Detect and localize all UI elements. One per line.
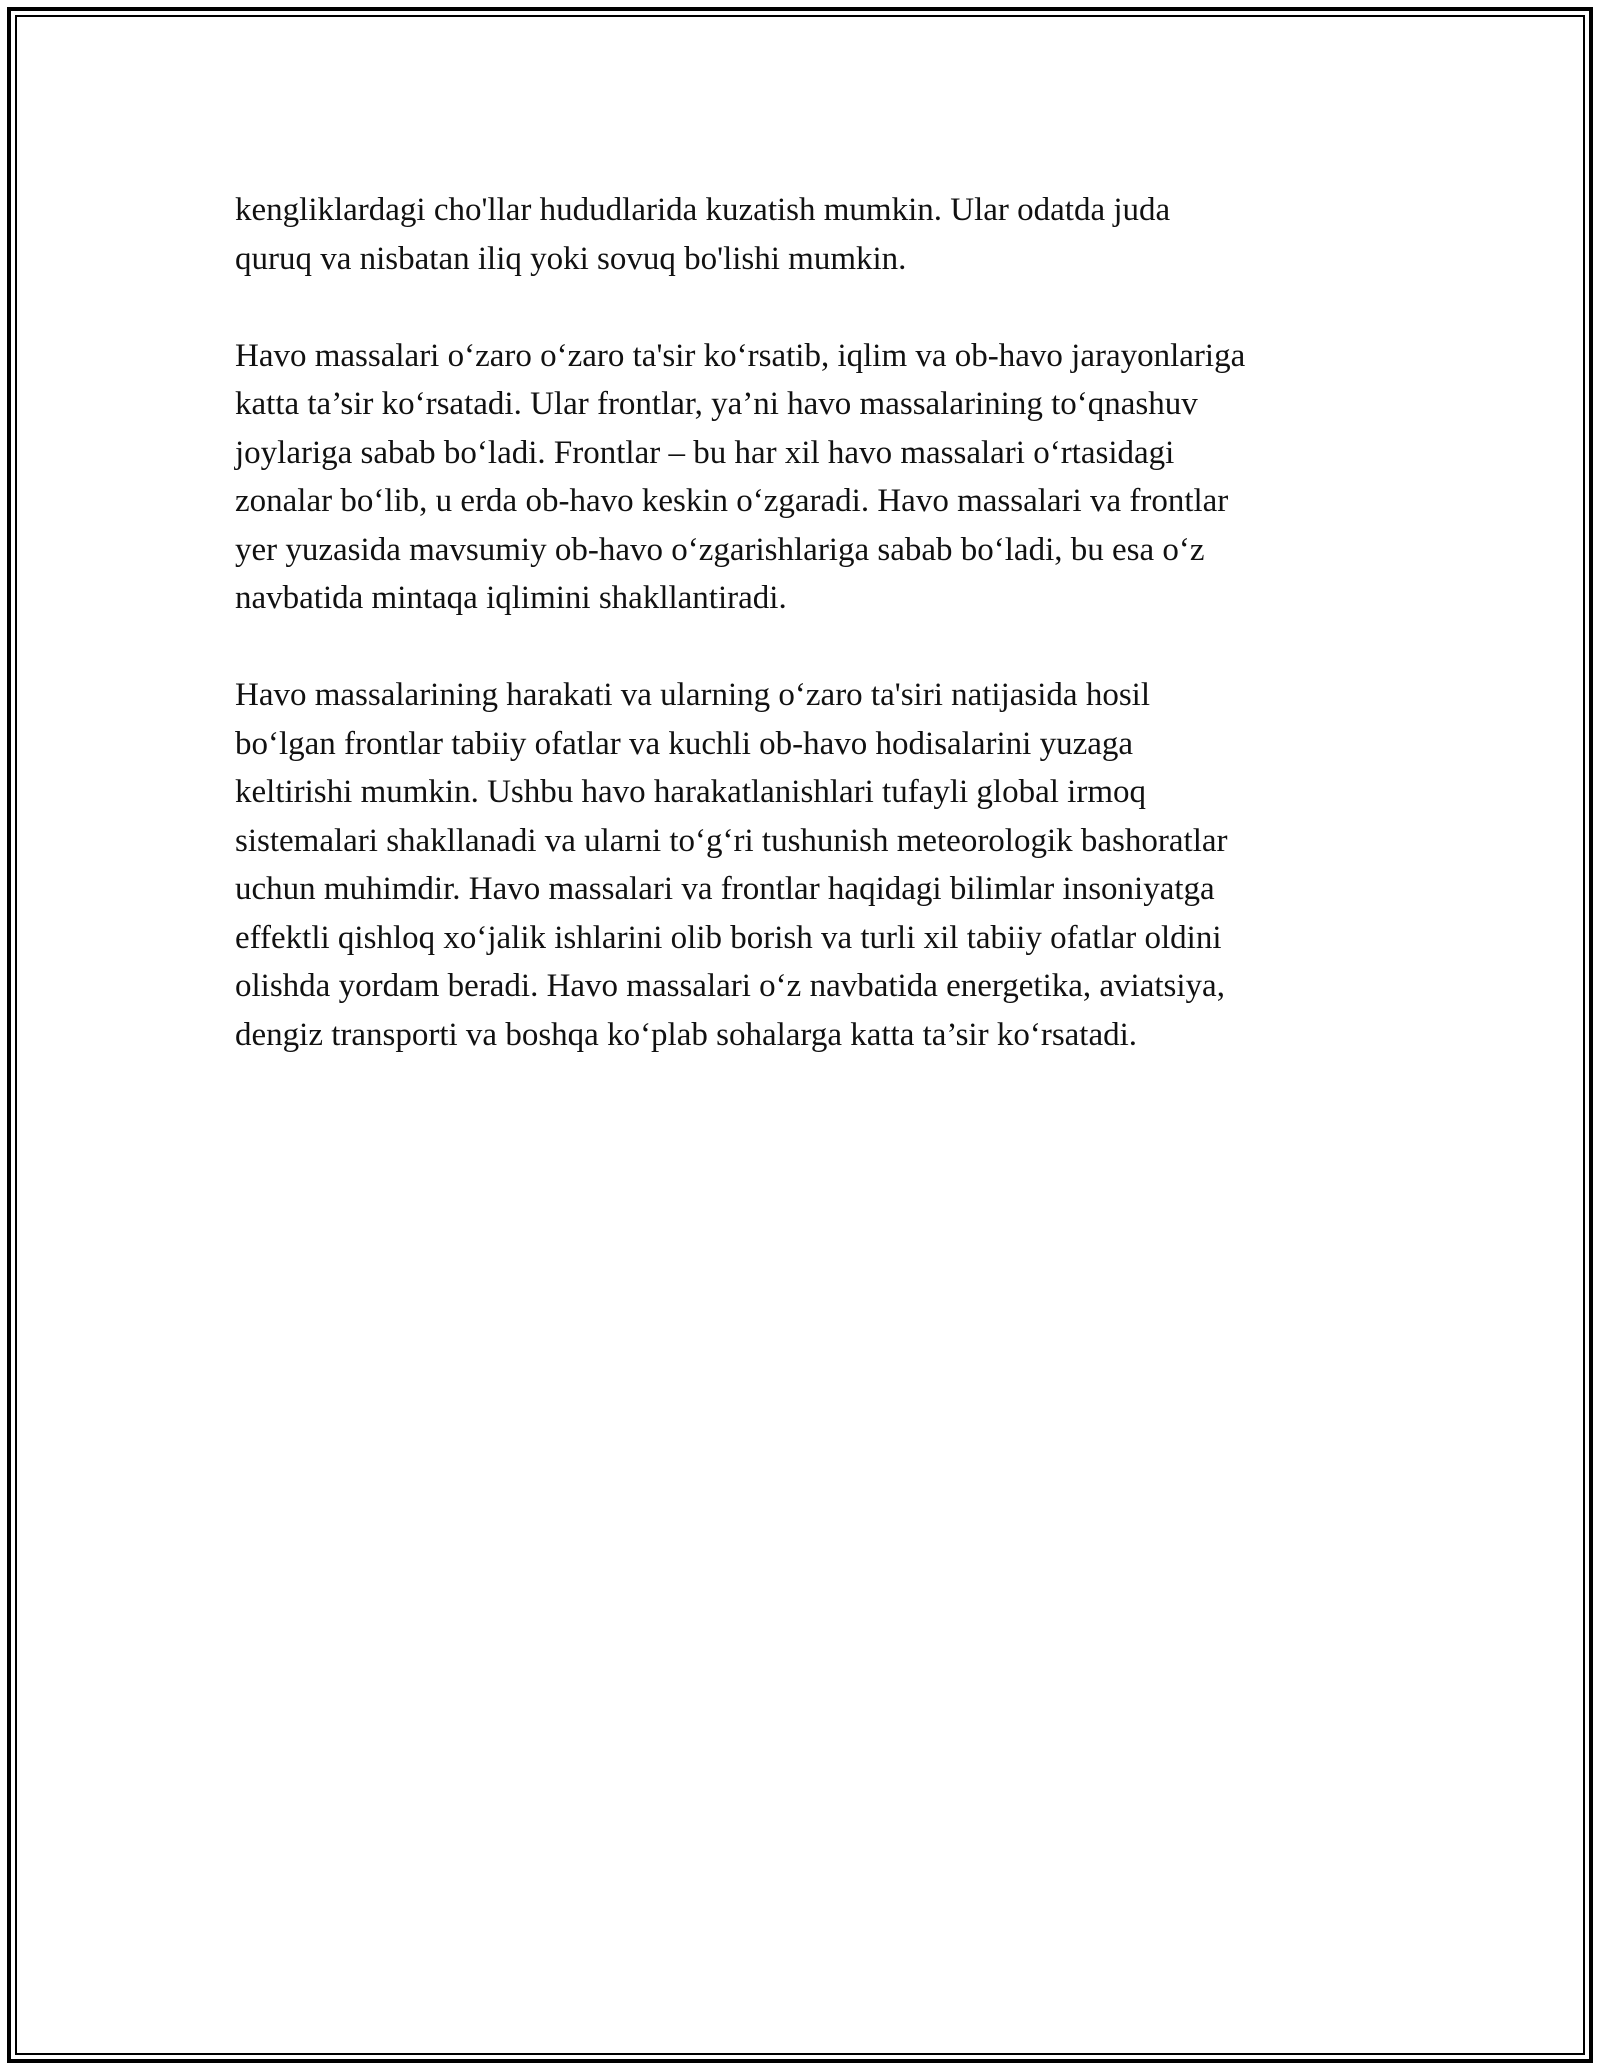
- text-line: sistemalari shakllanadi va ularni to‘g‘ri tushunish meteorologik bashoratlar: [235, 822, 1228, 859]
- text-line: Havo massalarining harakati va ularning o‘zaro ta'siri natijasida hosil: [235, 677, 1150, 713]
- text-line: dengiz transporti va boshqa ko‘plab sohalarga katta ta’sir ko‘rsatadi.: [235, 1016, 1138, 1053]
- text-line: olishda yordam beradi. Havo massalari o‘z navbatida energetika, aviatsiya,: [235, 968, 1225, 1004]
- text-line: keltirishi mumkin. Ushbu havo harakatlanishlari tufayli global irmoq: [235, 774, 1146, 810]
- text-line: katta ta’sir ko‘rsatadi. Ular frontlar, ya’ni havo massalarining to‘qnashuv: [235, 386, 1198, 422]
- paragraph-1: [235, 186, 1375, 283]
- document-body: [235, 186, 1375, 1108]
- text-line: quruq va nisbatan iliq yoki sovuq bo'lishi mumkin.: [235, 240, 907, 277]
- paragraph-3: [235, 671, 1375, 1059]
- text-line: joylariga sabab bo‘ladi. Frontlar – bu har xil havo massalari o‘rtasidagi: [235, 434, 1175, 471]
- text-line: navbatida mintaqa iqlimini shakllantiradi.: [235, 580, 787, 616]
- text-line: effektli qishloq xo‘jalik ishlarini olib borish va turli xil tabiiy ofatlar oldini: [235, 919, 1222, 956]
- text-line: zonalar bo‘lib, u erda ob-havo keskin o‘zgaradi. Havo massalari va frontlar: [235, 483, 1229, 519]
- paragraph-2: [235, 332, 1375, 623]
- text-line: Havo massalari o‘zaro o‘zaro ta'sir ko‘rsatib, iqlim va ob-havo jarayonlariga: [235, 337, 1246, 374]
- text-line: uchun muhimdir. Havo massalari va frontlar haqidagi bilimlar insoniyatga: [235, 871, 1215, 907]
- text-line: yer yuzasida mavsumiy ob-havo o‘zgarishlariga sabab bo‘ladi, bu esa o‘z: [235, 531, 1205, 568]
- text-line: kengliklardagi cho'llar hududlarida kuzatish mumkin. Ular odatda juda: [235, 192, 1171, 228]
- text-line: bo‘lgan frontlar tabiiy ofatlar va kuchli ob-havo hodisalarini yuzaga: [235, 725, 1134, 762]
